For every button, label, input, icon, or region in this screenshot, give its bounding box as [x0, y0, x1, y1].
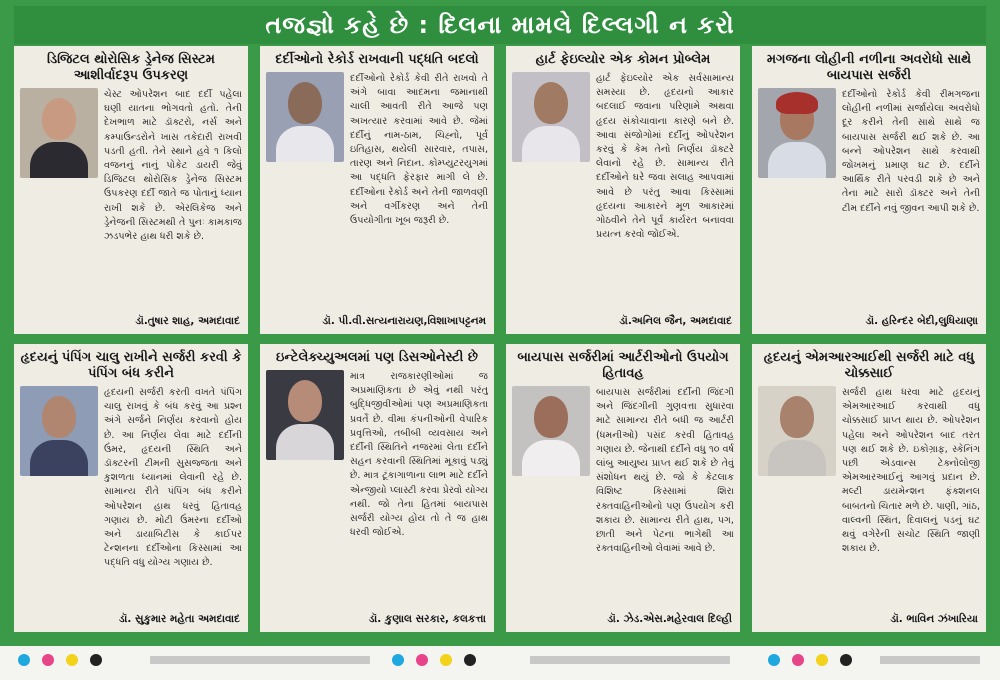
article-headline: દર્દીઓનો રેકોર્ડ રાખવાની પદ્ધતિ બદલો [275, 52, 479, 67]
registration-dot [416, 654, 428, 666]
article-body: બાયપાસ સર્જરીમાં દર્દીની જિંદગી અને જિંદગીની ગુણવત્તા સુધારવા માટે સામાન્ય રીતે બધી જ આર્ટરી (ધમનીઓ) પસંદ કરવી હિતાવહ ગણાય છે. જેનાથી દર્દીને વધુ ૧૦ વર્ષ લાંબુ આયુષ્ય પ્રાપ્ત થઈ શકે છે તેવું સંશોધન થયું છે. જો કે કેટલાક વિશિષ્ટ કિસ્સામાં શિરા રક્તવાહિનીઓનો પણ ઉપયોગ કરી શકાય છે. સામાન્ય રીતે હાથ, પગ, છાતી અને પેટના ભાગેથી આ રક્તવાહિનીઓ લેવામાં આવે છે. [596, 387, 734, 555]
article-body: સર્જરી હાથ ધરવા માટે હૃદયનું એમઆરઆઈ કરવાથી વધુ ચોક્કસાઈ પ્રાપ્ત થાય છે. ઓપરેશન પહેલા અને ઓપરેશન બાદ તરત પણ થઈ શકે છે. ઇકોગ્રાફ, સ્કેનિંગ પછી એડવાન્સ ટેક્નોલોજી એમઆરઆઈનું આગવું પ્રદાન છે. મલ્ટી ડાયમેન્શન ફંક્શનલ બાબતનો ચિતાર મળે છે. પાણી, ગાંઠ, વાલ્વની સ્થિત, દિવાલનું પડનું ઘટ થવું વગેરેની સચોટ સ્થિતિ જાણી શકાય છે. [842, 387, 980, 555]
article-card [14, 46, 248, 334]
article-headline: હાર્ટ ફેઇલ્યોર એક કોમન પ્રોબ્લેમ [535, 52, 711, 67]
article-headline: હૃદયનું પંપિંગ ચાલુ રાખીને સર્જરી કરવી કે પંપિંગ બંધ કરીને [20, 350, 242, 381]
registration-dot [440, 654, 452, 666]
doctor-portrait-photo [758, 386, 836, 476]
article-headline: ડિજિટલ થોરોસિક ડ્રેનેજ સિસ્ટમ આશીર્વાદરૂપ ઉપકરણ [47, 52, 215, 83]
print-stripe [530, 656, 730, 664]
doctor-portrait-photo [512, 72, 590, 162]
doctor-portrait-photo [20, 386, 98, 476]
article-byline: ડૉ. ઝેડ.એસ.મહેરવાલ દિલ્હી [607, 613, 732, 625]
print-stripe [150, 656, 370, 664]
doctor-portrait-photo [266, 72, 344, 162]
article-byline: ડૉ. હરિન્દર બેદી,લુધિયાણા [865, 315, 978, 327]
registration-dot [768, 654, 780, 666]
portrait-face [534, 396, 568, 438]
article-body: ચેસ્ટ ઓપરેશન બાદ દર્દી પહેલા ઘણી યાતના ભોગવતો હતો. તેની દેખભાળ માટે ડૉક્ટરો, નર્સ અને કમ્પાઉન્ડરોને ખાસ તકેદારી રાખવી પડતી હતી. તેને સ્થાને હવે ૧ કિલો વજનનું નાનું પોકેટ ડાયરી જેવું ડિજિટલ થોરોસિક ડ્રેનેજ સિસ્ટમ ઉપકરણ દર્દી જાતે જ પોતાનું ધ્યાન રાખી શકે છે. એરલિકેજ અને ડ્રેનેજની સિસ્ટમથી તે પુનઃ કામકાજ ઝડપભેર હાથ ધરી શકે છે. [104, 89, 242, 243]
article-body: હાર્ટ ફેઇલ્યોર એક સર્વસામાન્ય સમસ્યા છે. હૃદયનો આકાર બદલાઈ જવાના પરિણામે અથવા હૃદય સંકોચાવાના કારણે બને છે. આવા સંજોગોમાં દર્દીનું ઓપરેશન કરવું કે કેમ તેનો નિર્ણય ડૉક્ટરે લેવાનો રહે છે. સામાન્ય રીતે દર્દીઓને ઘરે જવા સલાહ આપવામાં આવે છે પરંતુ આવા કિસ્સામાં હૃદયના આકારને મૂળ આકારમાં ગોઠવીને તેને પૂર્વ કાર્યરત બનાવવા પ્રયત્ન કરવો જોઈએ. [596, 73, 734, 241]
article-card [260, 344, 494, 632]
portrait-turban [776, 92, 818, 114]
doctor-portrait-photo [266, 370, 344, 460]
print-stripe [880, 656, 980, 664]
portrait-face [42, 98, 76, 140]
registration-dot [816, 654, 828, 666]
registration-dot [464, 654, 476, 666]
portrait-shoulders [522, 440, 580, 476]
article-body: હૃદયની સર્જરી કરતી વખતે પંપિંગ ચાલુ રાખવું કે બંધ કરવું આ પ્રશ્ન અંગે સર્જને નિર્ણય કરવાનો હોય છે. આ નિર્ણય લેવા માટે દર્દીની ઉંમર, હૃદયની સ્થિતિ અને ડૉક્ટરની ટીમની સુસજ્જતા અને કુશળતા ધ્યાનમાં લેવાની રહે છે. સામાન્ય રીતે પંપિંગ બંધ કરીને ઓપરેશન હાથ ધરવું હિતાવહ ગણાય છે. મોટી ઉંમરના દર્દીઓ અને ડાયાબિટીસ કે કાઈપર ટેન્શનના દર્દીઓના કિસ્સામાં આ પદ્ધતિ વધુ યોગ્ય ગણાય છે. [104, 387, 242, 569]
article-card [752, 46, 986, 334]
article-byline: ડૉ.તુષાર શાહ, અમદાવાદ [135, 315, 240, 327]
doctor-portrait-photo [758, 88, 836, 178]
article-card [14, 344, 248, 632]
article-headline: મગજના લોહીની નળીના અવરોધો સાથે બાયપાસ સર્જરી [766, 52, 972, 83]
article-byline: ડૉ. કુણાલ સરકાર, કલકત્તા [368, 613, 486, 625]
page-title: તજજ્ઞો કહે છે : દિલના મામલે દિલ્લગી ન કરો [14, 6, 986, 44]
registration-dot [392, 654, 404, 666]
article-card [260, 46, 494, 334]
portrait-face [42, 396, 76, 438]
portrait-shoulders [30, 440, 88, 476]
article-body: દર્દીઓનો રેકોર્ડ કેવી રીતે રાખવો તે અંગે બાવા આદમના જમાનાથી ચાલી આવતી રીતે આજે પણ અખત્યાર કરવામાં આવે છે. જેમાં દર્દીનું નામ-ઠામ, ચિહ્નો, પૂર્વ ઇતિહાસ, થયેલી સારવાર, તપાસ, તારણ અને નિદાન. કોમ્પ્યુટરયુગમાં આ પદ્ધતિ ફેરફાર માગી લે છે. દર્દીઓના રેકોર્ડ અને તેની જાળવણી અને વર્ગીકરણ અને તેની ઉપયોગીતા ખૂબ જરૂરી છે. [350, 73, 488, 227]
registration-dot [840, 654, 852, 666]
article-body: દર્દીઓનો રેકોર્ડ કેવી રીમગજના લોહીની નળીમાં સર્જાયેલા અવરોધો દૂર કરીને તેની સાથે સાથે જ બાયપાસ સર્જરી થઈ શકે છે. આ બન્ને ઓપરેશન સાથે કરવાથી જોખમનું પ્રમાણ ઘટ છે. દર્દીને આર્થિક રીતે પરવડી શકે છે અને તેના માટે સારો ડૉક્ટર અને તેની ટીમ દર્દીને નવું જીવન આપી શકે છે. [842, 89, 980, 214]
registration-dot [90, 654, 102, 666]
portrait-shoulders [522, 126, 580, 162]
portrait-shoulders [276, 126, 334, 162]
article-grid [14, 46, 986, 642]
article-card [752, 344, 986, 632]
portrait-shoulders [276, 424, 334, 460]
registration-dot [792, 654, 804, 666]
portrait-face [288, 380, 322, 422]
article-byline: ડૉ. સુકુમાર મહેતા અમદાવાદ [118, 613, 240, 625]
article-headline: હૃદયનું એમઆરઆઈથી સર્જરી માટે વધુ ચોક્કસાઈ [763, 350, 975, 381]
registration-dot [18, 654, 30, 666]
article-headline: બાયપાસ સર્જરીમાં આર્ટરીઓનો ઉપયોગ હિતાવહ [517, 350, 729, 381]
portrait-shoulders [768, 440, 826, 476]
portrait-face [534, 82, 568, 124]
article-byline: ડૉ.અનિલ જૈન, અમદાવાદ [619, 315, 732, 327]
registration-dot [42, 654, 54, 666]
article-body: માત્ર રાજકારણીઓમાં જ અપ્રમાણિકતા છે એવું નથી પરંતુ બુદ્ધિજીવીઓમાં પણ અપ્રમાણિકતા પ્રવર્તે છે. વીમા કંપનીઓની વેપારિક પ્રવૃત્તિઓ, તબીબી વ્યવસાય અને દર્દીની સ્થિતિને નજરમાં લેતા દર્દીને સહન કરવાની સ્થિતિમાં મૂકાવું પડ્યું છે. માત્ર ટૂંકાગાળાના લાભ માટે દર્દીને એન્જીયો પ્લાસ્ટી કરવા પ્રેરવો યોગ્ય નથી. જો તેના હિતમાં બાયપાસ સર્જરી યોગ્ય હોય તો તે જ હાથ ધરવી જોઈએ. [350, 371, 488, 539]
print-color-bar [0, 646, 1000, 680]
article-card [506, 344, 740, 632]
article-headline: ઇન્ટેલેક્ચ્યુઅલમાં પણ ડિસઓનેસ્ટી છે [276, 350, 478, 365]
article-byline: ડૉ. ભાવિન ઝંખારિયા [890, 613, 978, 625]
article-byline: ડૉ. પી.વી.સત્યનારાયણ,વિશાખાપટ્ટનમ [322, 315, 486, 327]
portrait-face [288, 82, 322, 124]
doctor-portrait-photo [512, 386, 590, 476]
doctor-portrait-photo [20, 88, 98, 178]
registration-dot [66, 654, 78, 666]
portrait-shoulders [768, 142, 826, 178]
portrait-face [780, 396, 814, 438]
portrait-shoulders [30, 142, 88, 178]
article-card [506, 46, 740, 334]
